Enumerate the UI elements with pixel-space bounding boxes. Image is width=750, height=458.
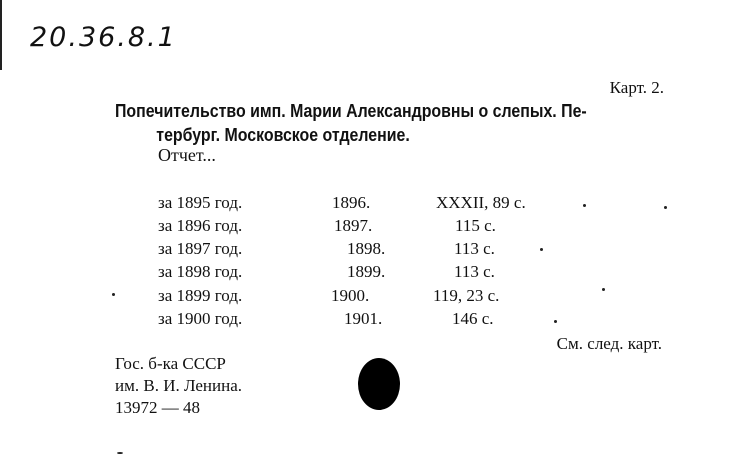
- card-heading: [115, 99, 597, 147]
- ink-speck: [117, 452, 123, 454]
- entry-year: 1898.: [347, 239, 386, 258]
- entry-year: 1901.: [344, 309, 383, 328]
- ink-speck: [664, 206, 667, 209]
- entry-period: за 1897 год.: [158, 239, 243, 258]
- report-label: Отчет...: [158, 145, 216, 165]
- card-edge-line: [0, 0, 2, 70]
- ink-speck: [540, 248, 543, 251]
- entry-year: 1897.: [334, 216, 373, 235]
- heading-line-2: тербург. Московское отделение.: [156, 124, 410, 145]
- card-number: Карт. 2.: [609, 78, 664, 97]
- ink-speck: [602, 288, 605, 291]
- library-dedication: им. В. И. Ленина.: [115, 376, 243, 395]
- entry-period: за 1896 год.: [158, 216, 243, 235]
- library-print-number: 13972 — 48: [115, 398, 200, 417]
- entry-pages: 119, 23 с.: [433, 286, 500, 305]
- entry-year: 1899.: [347, 262, 386, 281]
- entry-pages: 115 с.: [455, 216, 496, 235]
- ink-speck: [583, 204, 586, 207]
- entry-period: за 1899 год.: [158, 286, 243, 305]
- entry-pages: 113 с.: [454, 239, 495, 258]
- heading-line-1: Попечительство имп. Марии Александровны о слепых. Пе-: [115, 100, 587, 121]
- library-name: Гос. б-ка СССР: [115, 354, 226, 373]
- card-punch-hole: [358, 358, 400, 410]
- library-stamp: [115, 353, 242, 419]
- call-number: 20.36.8.1: [30, 22, 177, 53]
- ink-speck: [112, 293, 115, 296]
- entry-year: 1896.: [332, 193, 371, 212]
- entry-pages: XXXII, 89 с.: [436, 193, 526, 212]
- entry-period: за 1898 год.: [158, 262, 243, 281]
- ink-speck: [554, 320, 557, 323]
- entry-pages: 113 с.: [454, 262, 495, 281]
- entry-pages: 146 с.: [452, 309, 494, 328]
- entry-period: за 1895 год.: [158, 193, 243, 212]
- entry-year: 1900.: [331, 286, 370, 305]
- see-next-card: См. след. карт.: [556, 334, 662, 353]
- entry-period: за 1900 год.: [158, 309, 243, 328]
